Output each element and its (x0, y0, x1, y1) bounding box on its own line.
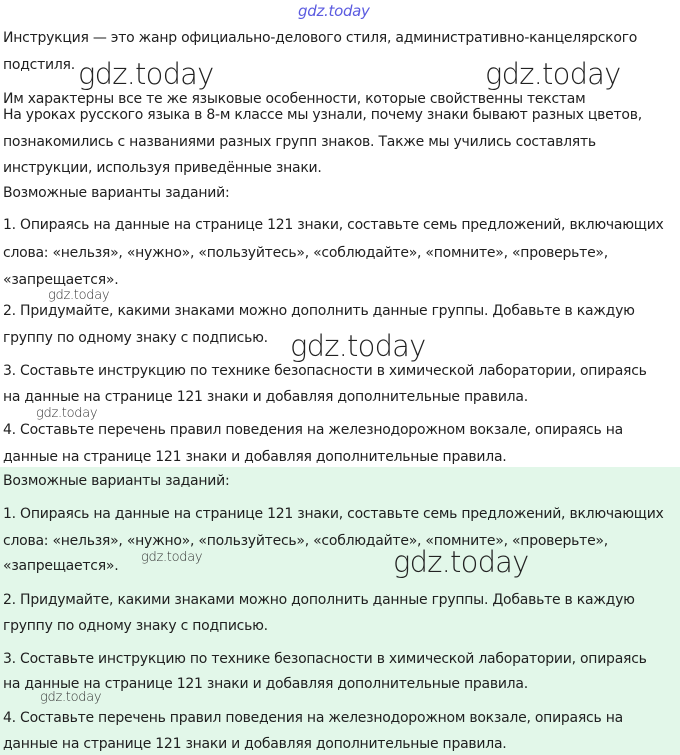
task-line: слова: «нельзя», «нужно», «пользуйтесь», «соблюдайте», «помните», «проверьте», (3, 533, 608, 549)
task-line: данные на странице 121 знаки и добавляя дополнительные правила. (3, 449, 507, 465)
watermark: gdz.today (141, 550, 203, 565)
task-line: «запрещается». (3, 272, 119, 288)
task-line: 2. Придумайте, какими знаками можно дополнить данные группы. Добавьте в каждую (3, 303, 635, 319)
task-line: 4. Составьте перечень правил поведения на железнодорожном вокзале, опираясь на (3, 422, 623, 438)
header-watermark: gdz.today (298, 2, 370, 20)
watermark: gdz.today (48, 288, 110, 303)
task-line: на данные на странице 121 знаки и добавляя дополнительные правила. (3, 676, 528, 692)
task-line: 1. Опираясь на данные на странице 121 знаки, составьте семь предложений, включающих (3, 217, 664, 233)
watermark: gdz.today (393, 545, 529, 579)
section-heading: Возможные варианты заданий: (3, 185, 230, 201)
task-line: группу по одному знаку с подписью. (3, 330, 268, 346)
task-line: 4. Составьте перечень правил поведения на железнодорожном вокзале, опираясь на (3, 710, 623, 726)
task-line: 1. Опираясь на данные на странице 121 знаки, составьте семь предложений, включающих (3, 506, 664, 522)
task-line: «запрещается». (3, 558, 119, 574)
task-line: 2. Придумайте, какими знаками можно дополнить данные группы. Добавьте в каждую (3, 592, 635, 608)
intro-line: подстиля. (3, 57, 75, 73)
task-line: на данные на странице 121 знаки и добавляя дополнительные правила. (3, 389, 528, 405)
intro-line: Им характерны все те же языковые особенности, которые свойственны текстам (3, 91, 586, 107)
task-line: слова: «нельзя», «нужно», «пользуйтесь», «соблюдайте», «помните», «проверьте», (3, 245, 608, 261)
watermark: gdz.today (40, 690, 102, 705)
section-heading: Возможные варианты заданий: (3, 473, 230, 489)
task-line: 3. Составьте инструкцию по технике безопасности в химической лаборатории, опираясь (3, 363, 647, 379)
watermark: gdz.today (290, 329, 426, 363)
task-line: данные на странице 121 знаки и добавляя дополнительные правила. (3, 736, 507, 752)
watermark: gdz.today (485, 57, 621, 91)
intro-line: познакомились с названиями разных групп знаков. Также мы учились составлять (3, 134, 596, 150)
task-line: группу по одному знаку с подписью. (3, 618, 268, 634)
intro-line: инструкции, используя приведённые знаки. (3, 160, 322, 176)
intro-line: На уроках русского языка в 8-м классе мы узнали, почему знаки бывают разных цветов, (3, 107, 642, 123)
watermark: gdz.today (78, 57, 214, 91)
task-line: 3. Составьте инструкцию по технике безопасности в химической лаборатории, опираясь (3, 651, 647, 667)
watermark: gdz.today (36, 406, 98, 421)
intro-line: Инструкция — это жанр официально-делового стиля, административно-канцелярского (3, 30, 638, 46)
